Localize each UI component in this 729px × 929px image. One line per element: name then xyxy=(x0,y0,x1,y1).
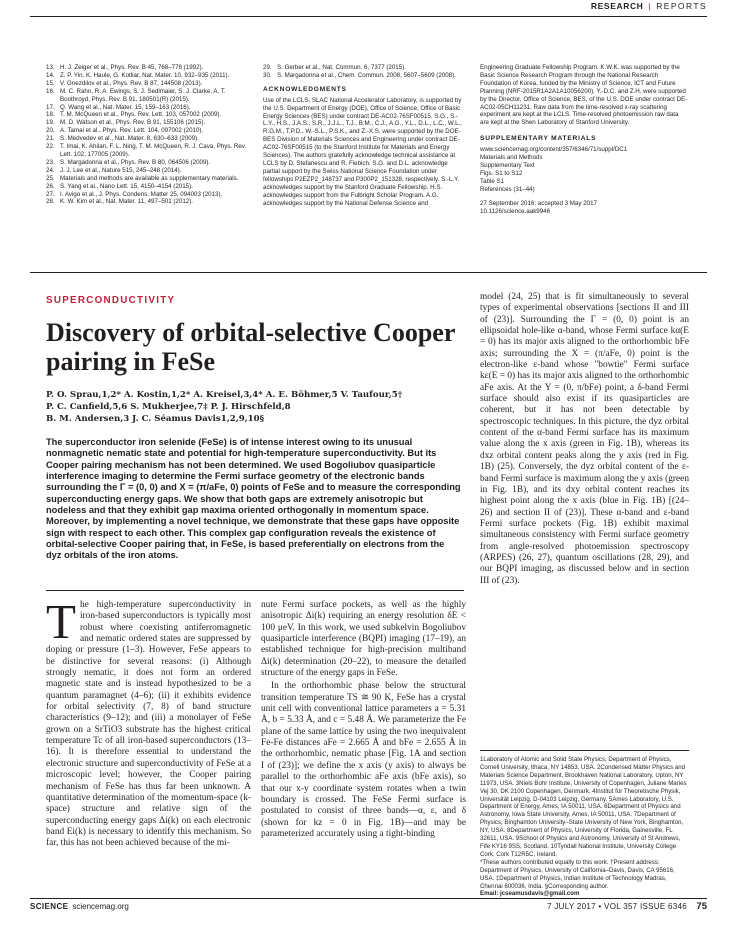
supplementary-item: Table S1 xyxy=(480,177,505,185)
supplementary-heading: SUPPLEMENTARY MATERIALS xyxy=(480,135,597,143)
reference-text: I. Avigo et al., J. Phys. Condens. Matter 25, 094003 (2013). xyxy=(60,190,223,198)
reference-item xyxy=(46,198,251,206)
reference-item xyxy=(46,111,251,119)
journal-site[interactable]: sciencemag.org xyxy=(72,902,129,911)
reference-number: 15. xyxy=(46,79,55,87)
reference-item xyxy=(263,72,466,80)
reference-number: 27. xyxy=(46,190,55,198)
footer-rule xyxy=(30,898,707,899)
reference-text: T. M. McQueen et al., Phys. Rev. Lett. 103, 057002 (2009). xyxy=(60,111,222,119)
reference-number: 17. xyxy=(46,103,55,111)
abstract: The superconductor iron selenide (FeSe) is of intense interest owing to its unusual nonmagnetic nematic state and potential for high-temperature superconductivity. But its Cooper pairing mechanism has not been determined. We used Bogoliubov quasiparticle interference imaging to determine the Fermi surface geometry of the electronic bands surrounding the Γ = (0, 0) and X = (π/aFe, 0) points of FeSe and to measure the corresponding superconducting energy gaps. We show that both gaps are extremely anisotropic but nodeless and that they exhibit gap maxima oriented orthogonally in momentum space. Moreover, by implementing a novel technique, we demonstrate that these gaps have opposite sign with respect to each other. This complex gap configuration reveals the existence of orbital-selective Cooper pairing that, in FeSe, is based preferentially on electrons from the dyz orbitals of the iron atoms. xyxy=(46,437,461,561)
reference-text: S. Medvedev et al., Nat. Mater. 8, 630–633 (2009). xyxy=(60,135,199,143)
affiliations-text: 1Laboratory of Atomic and Solid State Physics, Department of Physics, Cornell University, Ithaca, NY 14853, USA. 2Condensed Matter Physics and Materials Science Department, Brookhaven National Laboratory, Upton, NY 11973, USA. 3Niels Bohr Institute, University of Copenhagen, Juliane Maries Vej 30, DK 2100 Copenhagen, Denmark. 4Institut für Theoretische Physik, Universität Leipzig, D-04103 Leipzig, Germany. 5Ames Laboratory, U.S. Department of Energy, Ames, IA 50011, USA. 6Department of Physics and Astronomy, Iowa State University, Ames, IA 50011, USA. 7Department of Physics, Binghamton University–State University of New York, Binghamton, NY, USA. 8Department of Physics, University of Florida, Gainesville, FL 32611, USA. 9School of Physics and Astronomy, University of St Andrews, Fife KY16 9SS, Scotland. 10Tyndall National Institute, University College Cork, Cork T12R5C, Ireland. xyxy=(480,756,687,858)
page-number: 75 xyxy=(696,901,707,912)
supplementary-item: Supplementary Text xyxy=(480,161,535,169)
page-footer xyxy=(30,902,707,914)
reference-item xyxy=(46,104,251,112)
reference-number: 18. xyxy=(46,111,55,119)
body-paragraph: model (24, 25) that is fit simultaneously to several types of experimental observations [sections II and III of (23)]. Surrounding the Γ = (0, 0) point is an ellipsoidal hole-like α-band, whose Fermi surface kα(E = 0) has its major axis aligned to the orthorhombic bFe axis; surrounding the X = (π/aFe, 0) point is the electron-like ε-band whose "bowtie" Fermi surface kε(E = 0) has its major axis aligned to the orthorhombic aFe axis. At the Y = (0, π/bFe) point, a δ-band Fermi surface should also exist if its quasiparticles are coherent, but it has not been detectable by spectroscopic techniques. In this picture, the dyz orbital content of the α-band Fermi surface has its maximum value along the x axis (green in Fig. 1B), whereas its dxz orbital content peaks along the y axis (red in Fig. 1B) (25). Conversely, the dyz orbital content of the ε-band Fermi surface is maximum along the y axis (green in Fig. 1B), and its dxy orbital content reaches its highest point along the x axis (blue in Fig. 1B) [(24–26) and section II of (23)]. These α-band and ε-band Fermi surface pockets (Fig. 1B) exhibit maximal simultaneous consistency with Fermi surface geometry from angle-resolved photoemission spectroscopy (ARPES) (26, 27), quantum oscillations (28, 29), and our BQPI imaging, as discussed below and in section III of (23). xyxy=(480,292,690,586)
affiliations-rule xyxy=(480,750,689,751)
reference-text: H. J. Zeiger et al., Phys. Rev. B 45, 768–778 (1992). xyxy=(60,64,204,71)
reference-number: 25. xyxy=(46,174,55,182)
header-rule xyxy=(30,16,707,17)
reference-number: 26. xyxy=(46,182,55,190)
reference-number: 21. xyxy=(46,135,55,143)
reference-text: M. C. Rahn, R. A. Ewings, S. J. Sedlmaier, S. J. Clarke, A. T. Boothroyd, Phys. Rev. B 91, 180501(R) (2015). xyxy=(60,87,226,103)
reference-item xyxy=(46,143,251,159)
journal-title: SCIENCE xyxy=(30,902,69,911)
body-paragraph: nute Fermi surface pockets, as well as the highly anisotropic Δi(k) requiring an energy resolution δE < 100 μeV. In this work, we used subkelvin Bogoliubov quasiparticle interference (BQPI) imaging (17–19), an established technique for high-precision multiband Δi(k) determination (20–22), to measure the detailed structure of the energy gaps in FeSe. xyxy=(261,600,466,679)
reference-text: A. Tamai et al., Phys. Rev. Lett. 104, 097002 (2010). xyxy=(60,127,204,135)
doi[interactable]: 10.1126/science.aak9946 xyxy=(480,207,551,215)
reference-text: K. W. Kim et al., Nat. Mater. 11, 497–501 (2012). xyxy=(60,198,193,206)
body-column-2 xyxy=(261,600,466,840)
drop-cap: T xyxy=(46,594,76,649)
references-list-2 xyxy=(263,64,466,80)
body-paragraph: In the orthorhombic phase below the structural transition temperature TS ≅ 90 K, FeSe has a crystal unit cell with conventional lattice parameters a = 5.31 Å, b = 5.33 Å, and c = 5.48 Å. We parameterize the Fe plane of the same lattice by using the two inequivalent Fe-Fe distances aFe = 2.665 Å and bFe = 2.655 Å in the orthorhombic, nematic phase [Fig. 1A and section I of (23)]; we define the x axis (y axis) to always be parallel to the orthorhombic aFe axis (bFe axis), so that our x-y coordinate system rotates when a twin boundary is crossed. The FeSe Fermi surface is postulated to consist of three bands—α, ε, and δ (shown for kz = 0 in Fig. 1B)—and may be parameterized accurately using a tight-binding xyxy=(261,681,466,839)
running-header xyxy=(30,0,707,14)
body-column-1 xyxy=(46,594,251,850)
journal-name xyxy=(30,902,129,911)
section-divider xyxy=(30,272,707,273)
section-name: RESEARCH xyxy=(590,1,644,11)
article-kicker: SUPERCONDUCTIVITY xyxy=(46,295,176,306)
reference-item xyxy=(46,80,251,88)
supplementary-item: Figs. S1 to S12 xyxy=(480,169,523,177)
acknowledgments-heading: ACKNOWLEDGMENTS xyxy=(263,85,347,93)
reference-text: S. Margadonna et al., Chem. Commun. 2008, 5607–5609 (2008). xyxy=(277,71,456,79)
reference-item xyxy=(46,127,251,135)
reference-text: T. Imai, K. Ahilan, F. L. Ning, T. M. McQueen, R. J. Cava, Phys. Rev. Lett. 102, 177005 (2009). xyxy=(60,143,247,158)
reference-number: 28. xyxy=(46,198,55,206)
reference-item xyxy=(46,183,251,191)
reference-text: Materials and methods are available as supplementary materials. xyxy=(60,174,239,182)
reference-item xyxy=(46,159,251,167)
reference-item xyxy=(46,64,251,72)
reference-number: 19. xyxy=(46,119,55,127)
abstract-rule xyxy=(46,590,464,591)
body-column-3 xyxy=(480,292,689,587)
category-name: REPORTS xyxy=(656,1,707,11)
references-column-1 xyxy=(46,64,251,206)
reference-item xyxy=(46,175,251,183)
reference-item xyxy=(46,88,251,104)
author-list xyxy=(46,389,466,425)
acknowledgments-continued: Engineering Graduate Fellowship Program. K.W.K. was supported by the Basic Science Research Program through the National Research Foundation of Korea, funded by the Ministry of Science, ICT and Future Planning (NRF-2015R1A2A1A10056200). Y.-D.C. and Z.H. were supported by the Director, Office of Science, BES, of the U.S. DOE under contract DE-AC02-05CH11231. Raw data from the time-resolved x-ray scattering experiment are kept at the LCLS. Time-resolved photoemission raw data are kept at the Shen Laboratory of Stanford University. xyxy=(480,64,688,127)
reference-number: 30. xyxy=(263,71,272,79)
header-separator: | xyxy=(648,1,652,11)
reference-text: S. Margadonna et al., Phys. Rev. B 80, 064506 (2009). xyxy=(60,158,211,166)
received-dates: 27 September 2016; accepted 3 May 2017 xyxy=(480,199,597,207)
reference-item xyxy=(263,64,466,72)
reference-number: 22. xyxy=(46,143,55,151)
acknowledgments-text: Use of the LCLS, SLAC National Accelerator Laboratory, is supported by the U.S. Department of Energy (DOE), Office of Science, Office of Basic Energy Sciences (BES) under contract DE-AC02-76SF00515. S.G., S.-L.Y., H.S., J.A.S., S.R., J.J.L., T.J., B.M., C.J., A.G., Y.L., D.L., L.C., W.L., R.G.M., T.P.D., W.-S.L., P.S.K., and Z.-X.S. were supported by the DOE-BES Division of Materials Sciences and Engineering under contract DE-AC02-76SF00515 (to the Stanford Institute for Materials and Energy Sciences). The authors gratefully acknowledge technical assistance at LCLS by D. Stefanescu and R. Fiebich. S.G. and D.L. acknowledge partial support by the Swiss National Science Foundation under fellowships P2EZP2_148737 and P300P2_151328, respectively. S.-L.Y. acknowledges support by the Stanford Graduate Fellowship. H.S. acknowledges support from the Fulbright Scholar Program. A.G. acknowledges support by the National Defense Science and xyxy=(263,96,462,207)
affiliations xyxy=(480,756,689,898)
reference-text: S. Gerber et al., Nat. Commun. 6, 7377 (2015). xyxy=(277,64,406,71)
reference-item xyxy=(46,72,251,80)
reference-number: 24. xyxy=(46,166,55,174)
top-column-3 xyxy=(480,64,689,215)
authors-line: P. C. Canfield,5,6 S. Mukherjee,7‡ P. J. Hirschfeld,8 xyxy=(46,402,291,412)
reference-text: J. J. Lee et al., Nature 515, 245–248 (2014). xyxy=(60,166,182,174)
corresponding-email[interactable]: Email: jcseamusdavis@gmail.com xyxy=(480,890,580,898)
reference-number: 16. xyxy=(46,87,55,95)
supplementary-item: References (31–44) xyxy=(480,185,535,193)
article-title: Discovery of orbital-selective Cooper pairing in FeSe xyxy=(46,318,455,376)
reference-number: 13. xyxy=(46,64,55,71)
issue-info: 7 JULY 2017 • VOL 357 ISSUE 6346 xyxy=(547,902,687,911)
supplementary-link[interactable]: www.sciencemag.org/content/357/6346/71/suppl/DC1 xyxy=(480,146,628,154)
author-footnotes: *These authors contributed equally to this work. †Present address: Department of Physics, University of California–Davis, Davis, CA 95616, USA. ‡Department of Physics, Indian Institute of Technology Madras, Chennai 600036, India. §Corresponding author. xyxy=(480,858,675,890)
references-column-2 xyxy=(263,64,466,207)
reference-text: Z. P. Yin, K. Haule, G. Kotliar, Nat. Mater. 10, 932–935 (2011). xyxy=(60,71,230,79)
supplementary-item: Materials and Methods xyxy=(480,154,543,162)
reference-number: 23. xyxy=(46,158,55,166)
reference-text: M. D. Watson et al., Phys. Rev. B 91, 155106 (2015). xyxy=(60,119,206,127)
reference-item xyxy=(46,167,251,175)
reference-item xyxy=(46,119,251,127)
body-text: he high-temperature superconductivity in iron-based superconductors is typically most robust where coexisting antiferromagnetic and nematic ordered states are suppressed by doping or pressure (1–3). However, FeSe appears to be distinctive for several reasons: (i) Although strongly nematic, it does not form an ordered magnetic state and is instead hypothesized to be a quantum paramagnet (4–6); (ii) it exhibits evidence for orbital selectivity (7, 8) of band structure characteristics (9–12); and (iii) a monolayer of FeSe grown on a SrTiO3 substrate has the highest critical temperature Tc of all iron-based superconductors (13–16). It is therefore essential to understand the electronic structure and superconductivity of FeSe at a microscopic level; however, the Cooper pairing mechanism of FeSe has thus far been unknown. A quantitative determination of the momentum-space (k-space) structure and relative sign of the superconducting energy gaps Δi(k) on each electronic band Ei(k) is necessary to identify this mechanism. So far, this has not been achieved because of the mi- xyxy=(46,600,251,849)
authors-line: B. M. Andersen,3 J. C. Séamus Davis1,2,9,10§ xyxy=(46,414,265,424)
reference-text: Q. Wang et al., Nat. Mater. 15, 159–163 (2016). xyxy=(60,103,191,111)
reference-number: 14. xyxy=(46,71,55,79)
reference-item xyxy=(46,191,251,199)
reference-text: V. Gnezdilov et al., Phys. Rev. B 87, 144508 (2013). xyxy=(60,79,203,87)
reference-number: 29. xyxy=(263,64,272,71)
reference-number: 20. xyxy=(46,127,55,135)
reference-item xyxy=(46,135,251,143)
supplementary-list xyxy=(480,146,689,193)
reference-text: S. Yang et al., Nano Lett. 15, 4150–4154 (2015). xyxy=(60,182,193,190)
section-label xyxy=(591,1,707,11)
authors-line: P. O. Sprau,1,2* A. Kostin,1,2* A. Kreisel,3,4* A. E. Böhmer,5 V. Taufour,5† xyxy=(46,390,403,400)
